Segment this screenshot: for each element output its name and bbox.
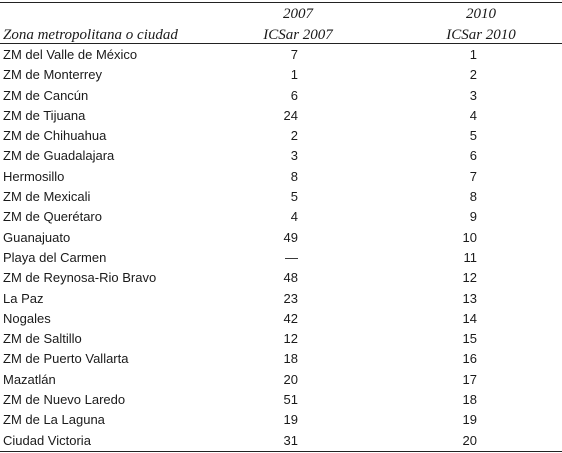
- header-city-column: Zona metropolitana o ciudad: [3, 27, 178, 43]
- table-row: [0, 65, 562, 85]
- city-name-cell: ZM de Cancún: [3, 87, 89, 103]
- table-row: [0, 329, 562, 349]
- rank-2007-cell: 2: [290, 128, 298, 144]
- city-name-cell: Mazatlán: [3, 371, 56, 387]
- rank-2007-cell: —: [285, 249, 298, 265]
- table-row: [0, 228, 562, 248]
- rank-2007-cell: 20: [283, 371, 298, 387]
- rank-2010-cell: 6: [469, 148, 477, 164]
- table-row: [0, 268, 562, 288]
- table-row: [0, 167, 562, 187]
- table-row: [0, 126, 562, 146]
- table-body: [0, 45, 562, 451]
- rank-2010-cell: 4: [469, 107, 477, 123]
- rank-2010-cell: 11: [463, 249, 477, 265]
- rank-2007-cell: 7: [290, 47, 298, 62]
- rank-2010-cell: 18: [462, 392, 477, 408]
- rank-2007-cell: 3: [290, 148, 298, 164]
- city-name-cell: ZM de La Laguna: [3, 412, 105, 428]
- rank-2007-cell: 5: [290, 189, 298, 205]
- header-year-2007: 2007: [283, 6, 313, 22]
- table-row: [0, 431, 562, 451]
- rank-2010-cell: 19: [462, 412, 477, 428]
- rank-2010-cell: 7: [469, 168, 477, 184]
- table-row: [0, 309, 562, 329]
- table-row: [0, 349, 562, 369]
- rank-2010-cell: 12: [462, 270, 477, 286]
- rank-2007-cell: 4: [290, 209, 298, 225]
- bottom-rule: [0, 451, 562, 452]
- rank-2010-cell: 20: [462, 432, 477, 448]
- table-row: [0, 106, 562, 126]
- rank-2007-cell: 12: [283, 331, 298, 347]
- rank-2010-cell: 3: [469, 87, 477, 103]
- city-name-cell: ZM de Querétaro: [3, 209, 102, 225]
- city-name-cell: ZM de Puerto Vallarta: [3, 351, 129, 367]
- city-name-cell: Playa del Carmen: [3, 249, 107, 265]
- rank-2007-cell: 8: [290, 168, 298, 184]
- table-row: [0, 410, 562, 430]
- table-row: [0, 390, 562, 410]
- city-name-cell: Ciudad Victoria: [3, 432, 91, 448]
- rank-2007-cell: 6: [290, 87, 298, 103]
- table-row: [0, 187, 562, 207]
- rank-2010-cell: 16: [462, 351, 477, 367]
- table-row: [0, 146, 562, 166]
- rank-2010-cell: 10: [462, 229, 477, 245]
- rank-2010-cell: 14: [462, 310, 477, 326]
- city-name-cell: ZM de Reynosa-Rio Bravo: [3, 270, 157, 286]
- rank-2007-cell: 19: [283, 412, 298, 428]
- city-name-cell: ZM de Chihuahua: [3, 128, 107, 144]
- rank-2007-cell: 18: [283, 351, 298, 367]
- city-name-cell: ZM de Guadalajara: [3, 148, 115, 164]
- rank-2010-cell: 9: [469, 209, 477, 225]
- header-year-2010: 2010: [466, 6, 496, 22]
- rank-2007-cell: 1: [290, 67, 298, 83]
- city-name-cell: Guanajuato: [3, 229, 71, 245]
- table-row: [0, 207, 562, 227]
- header-index-2007: ICSar 2007: [263, 27, 333, 43]
- city-name-cell: ZM de Tijuana: [3, 107, 86, 123]
- rank-2007-cell: 31: [283, 432, 298, 448]
- rank-2007-cell: 49: [283, 229, 298, 245]
- table-row: [0, 289, 562, 309]
- top-rule: [0, 2, 562, 3]
- city-name-cell: Hermosillo: [3, 168, 65, 184]
- table-row: [0, 370, 562, 390]
- rank-2010-cell: 2: [469, 67, 477, 83]
- city-name-cell: Nogales: [3, 310, 51, 326]
- header-index-2010: ICSar 2010: [446, 27, 516, 43]
- header-rule: [0, 43, 562, 44]
- rank-2010-cell: 13: [462, 290, 477, 306]
- city-name-cell: La Paz: [3, 290, 44, 306]
- table-row: [0, 86, 562, 106]
- city-name-cell: ZM de Saltillo: [3, 331, 82, 347]
- rank-2007-cell: 48: [283, 270, 298, 286]
- table-row: [0, 248, 562, 268]
- city-name-cell: ZM de Mexicali: [3, 189, 91, 205]
- city-name-cell: ZM de Monterrey: [3, 67, 102, 83]
- rank-2010-cell: 15: [462, 331, 477, 347]
- city-name-cell: ZM del Valle de México: [3, 47, 138, 62]
- rank-2007-cell: 23: [283, 290, 298, 306]
- city-name-cell: ZM de Nuevo Laredo: [3, 392, 126, 408]
- rank-2010-cell: 17: [462, 371, 477, 387]
- rank-2007-cell: 51: [283, 392, 298, 408]
- table-row: [0, 45, 562, 65]
- rank-2007-cell: 42: [283, 310, 298, 326]
- rank-2010-cell: 5: [469, 128, 477, 144]
- rank-2007-cell: 24: [283, 107, 298, 123]
- rank-2010-cell: 8: [469, 189, 477, 205]
- rank-2010-cell: 1: [469, 47, 477, 62]
